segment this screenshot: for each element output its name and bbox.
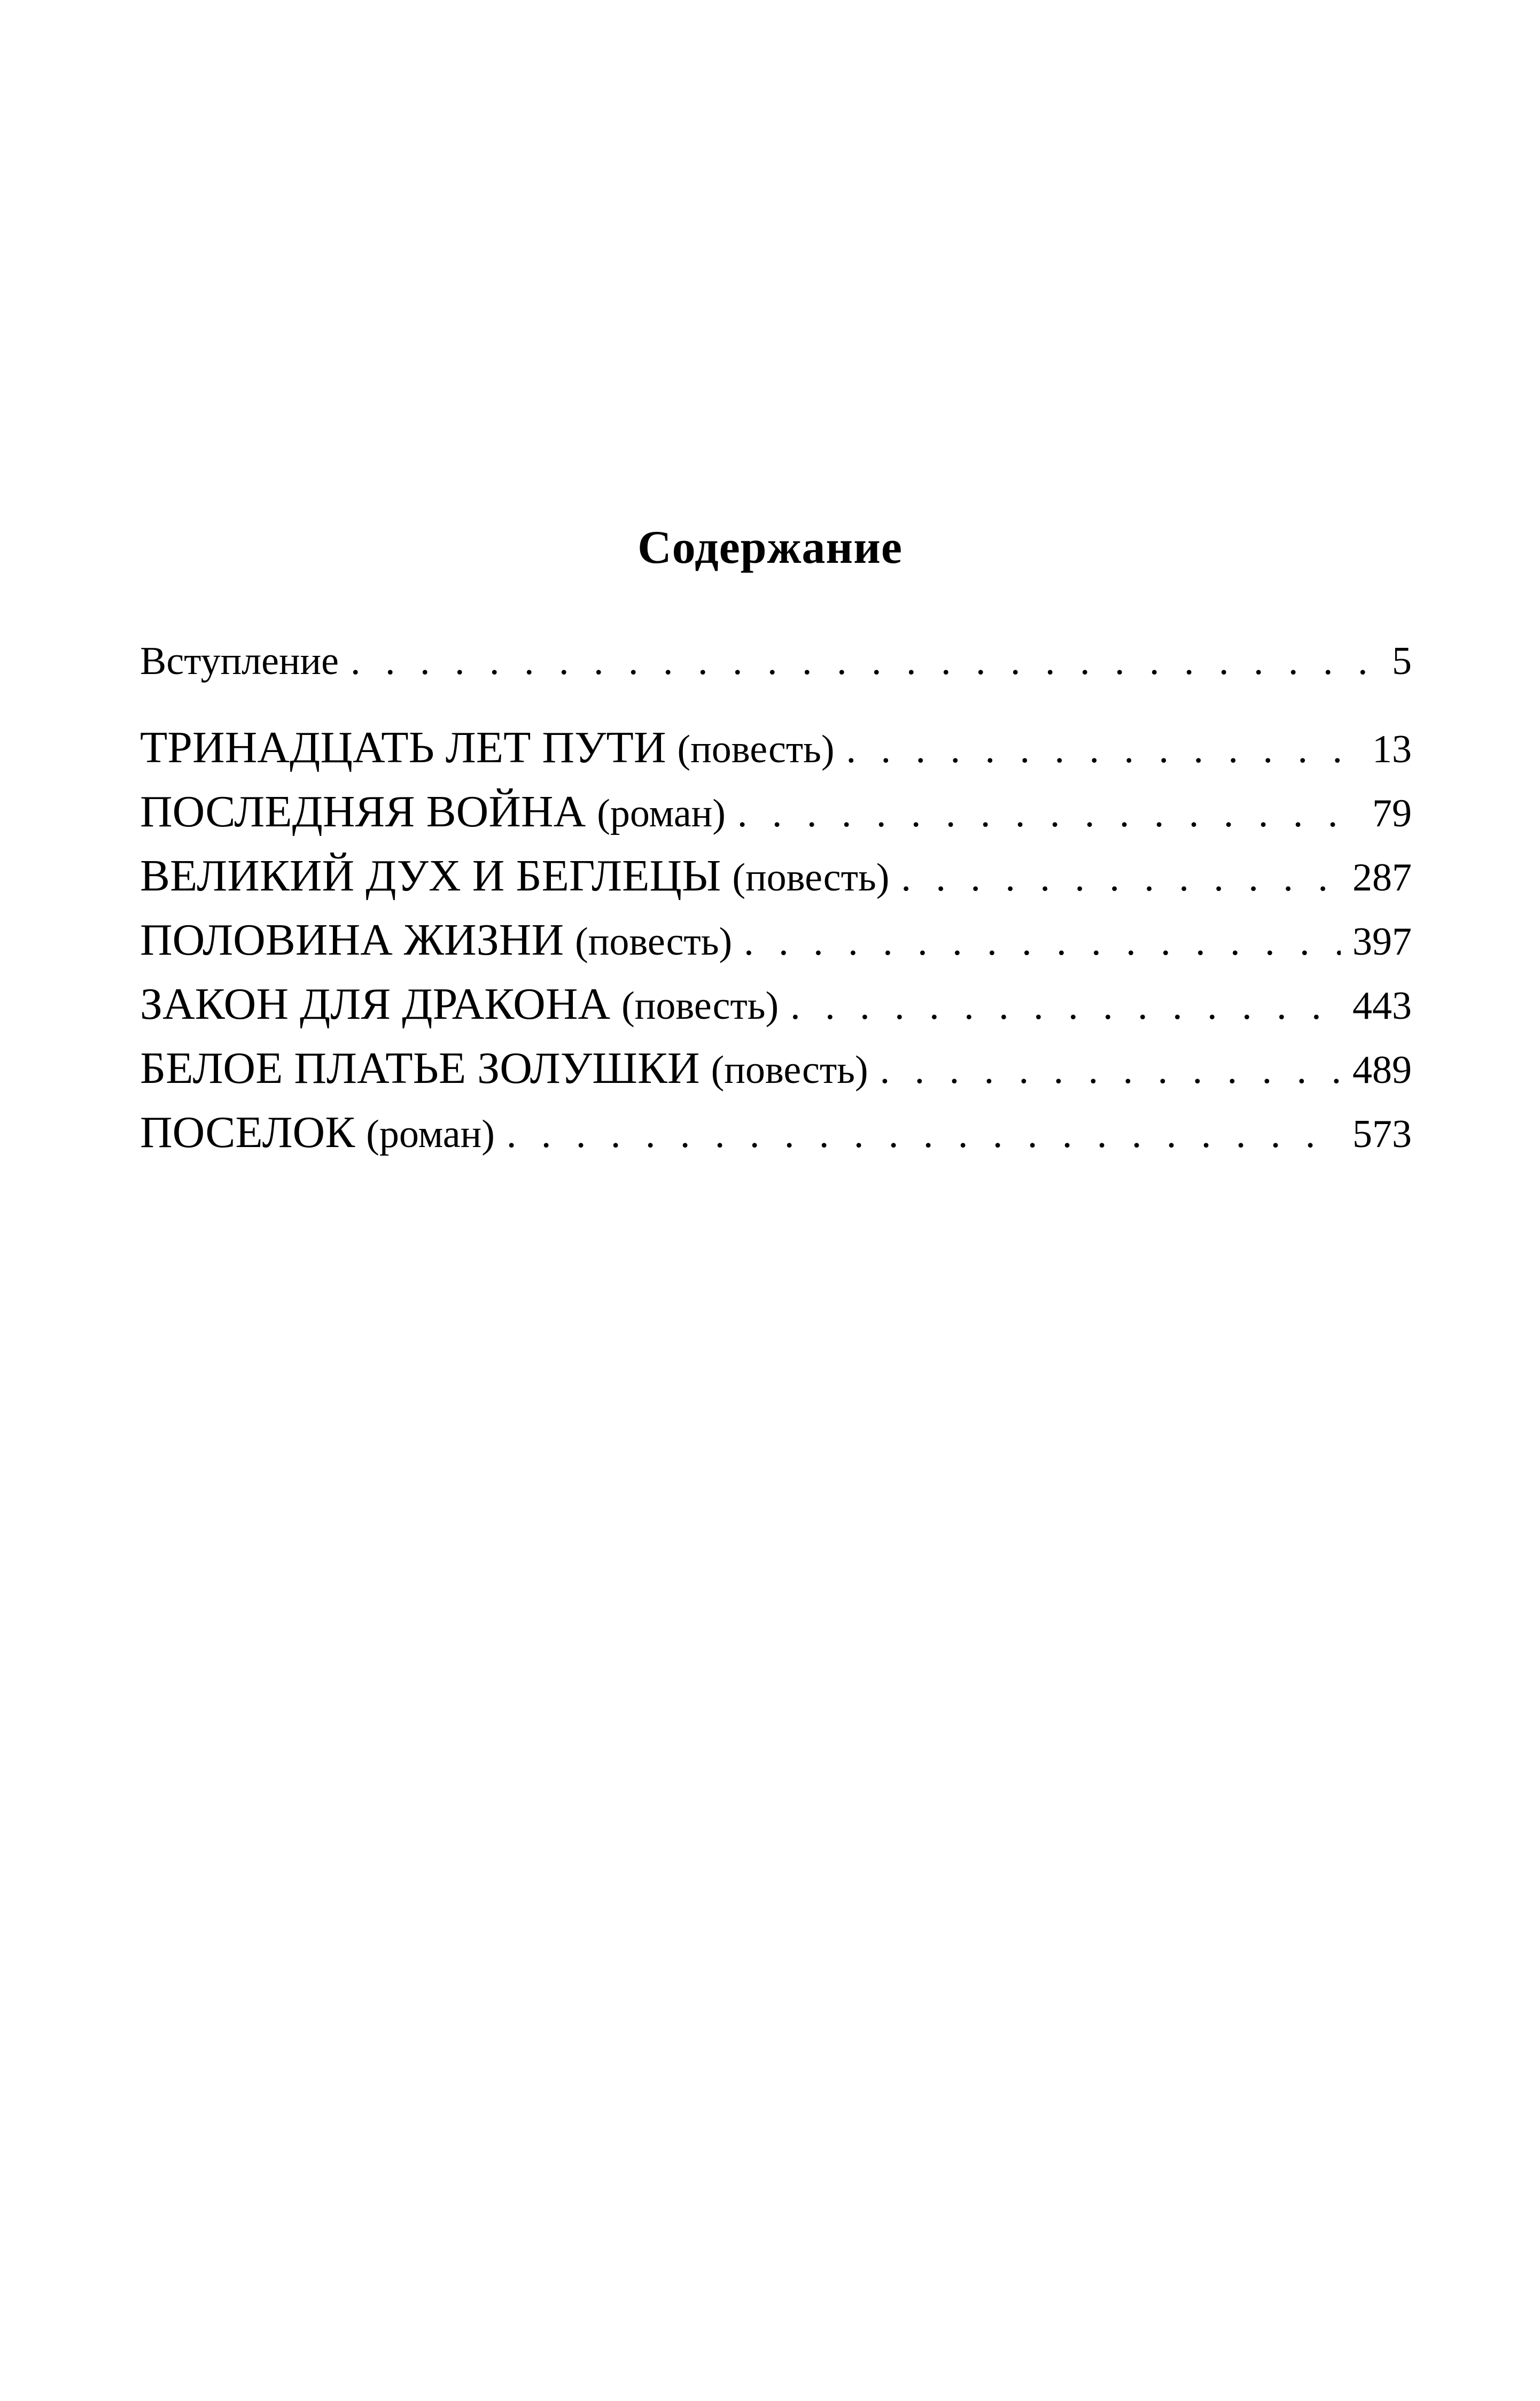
dot-leader [880, 1048, 1341, 1093]
toc-entry-title-group [140, 1042, 868, 1094]
toc-entry-title: ТРИНАДЦАТЬ ЛЕТ ПУТИ [140, 723, 666, 772]
toc-entry [140, 1106, 1412, 1158]
dot-leader [846, 727, 1360, 772]
toc-entry-title: ПОСЛЕДНЯЯ ВОЙНА [140, 787, 586, 837]
toc-entry [140, 639, 1412, 684]
toc-entry-genre: (повесть) [732, 856, 890, 900]
dot-leader [351, 639, 1380, 684]
toc-entry-genre: (повесть) [621, 984, 779, 1028]
toc-entry-title: ПОЛОВИНА ЖИЗНИ [140, 915, 564, 965]
toc-entry-genre: (роман) [597, 792, 726, 835]
toc-entry [140, 786, 1412, 838]
toc-entry-title: ПОСЕЛОК [140, 1107, 355, 1157]
toc-entry-title-group [140, 786, 726, 838]
toc-entry [140, 914, 1412, 966]
toc-entry-page: 5 [1392, 639, 1412, 683]
toc-entry-title-group [140, 850, 889, 902]
toc-entry-genre: (повесть) [575, 920, 733, 964]
toc-entry-title-group [140, 978, 779, 1030]
toc-entry-genre: (роман) [366, 1112, 495, 1156]
toc-entry-page: 573 [1352, 1112, 1412, 1156]
page-title: Содержание [637, 522, 903, 574]
dot-leader [790, 983, 1341, 1029]
toc-entry [140, 722, 1412, 773]
toc-entry-page: 397 [1352, 920, 1412, 964]
toc-entry-title: Вступление [140, 639, 339, 683]
toc-entry-title-group [140, 914, 732, 966]
toc-entry-genre: (повесть) [677, 727, 835, 771]
dot-leader [737, 791, 1360, 837]
toc-entry-page: 13 [1372, 727, 1412, 771]
toc-entry [140, 1042, 1412, 1094]
dot-leader [507, 1112, 1341, 1157]
toc-entry-page: 287 [1352, 856, 1412, 900]
toc-entry-title: ЗАКОН ДЛЯ ДРАКОНА [140, 979, 611, 1029]
toc-entry-title: БЕЛОЕ ПЛАТЬЕ ЗОЛУШКИ [140, 1043, 700, 1093]
toc-entry-page: 489 [1352, 1048, 1412, 1092]
dot-leader [901, 855, 1341, 901]
dot-leader [744, 919, 1341, 965]
toc-entry [140, 850, 1412, 902]
toc-entry-title-group [140, 1106, 495, 1158]
toc-entry-page: 443 [1352, 984, 1412, 1028]
toc-entry [140, 978, 1412, 1030]
toc-entry-title-group [140, 722, 835, 773]
toc-entry-title: ВЕЛИКИЙ ДУХ И БЕГЛЕЦЫ [140, 851, 721, 901]
toc-entry-page: 79 [1372, 792, 1412, 835]
toc-entry-genre: (повесть) [711, 1048, 868, 1092]
